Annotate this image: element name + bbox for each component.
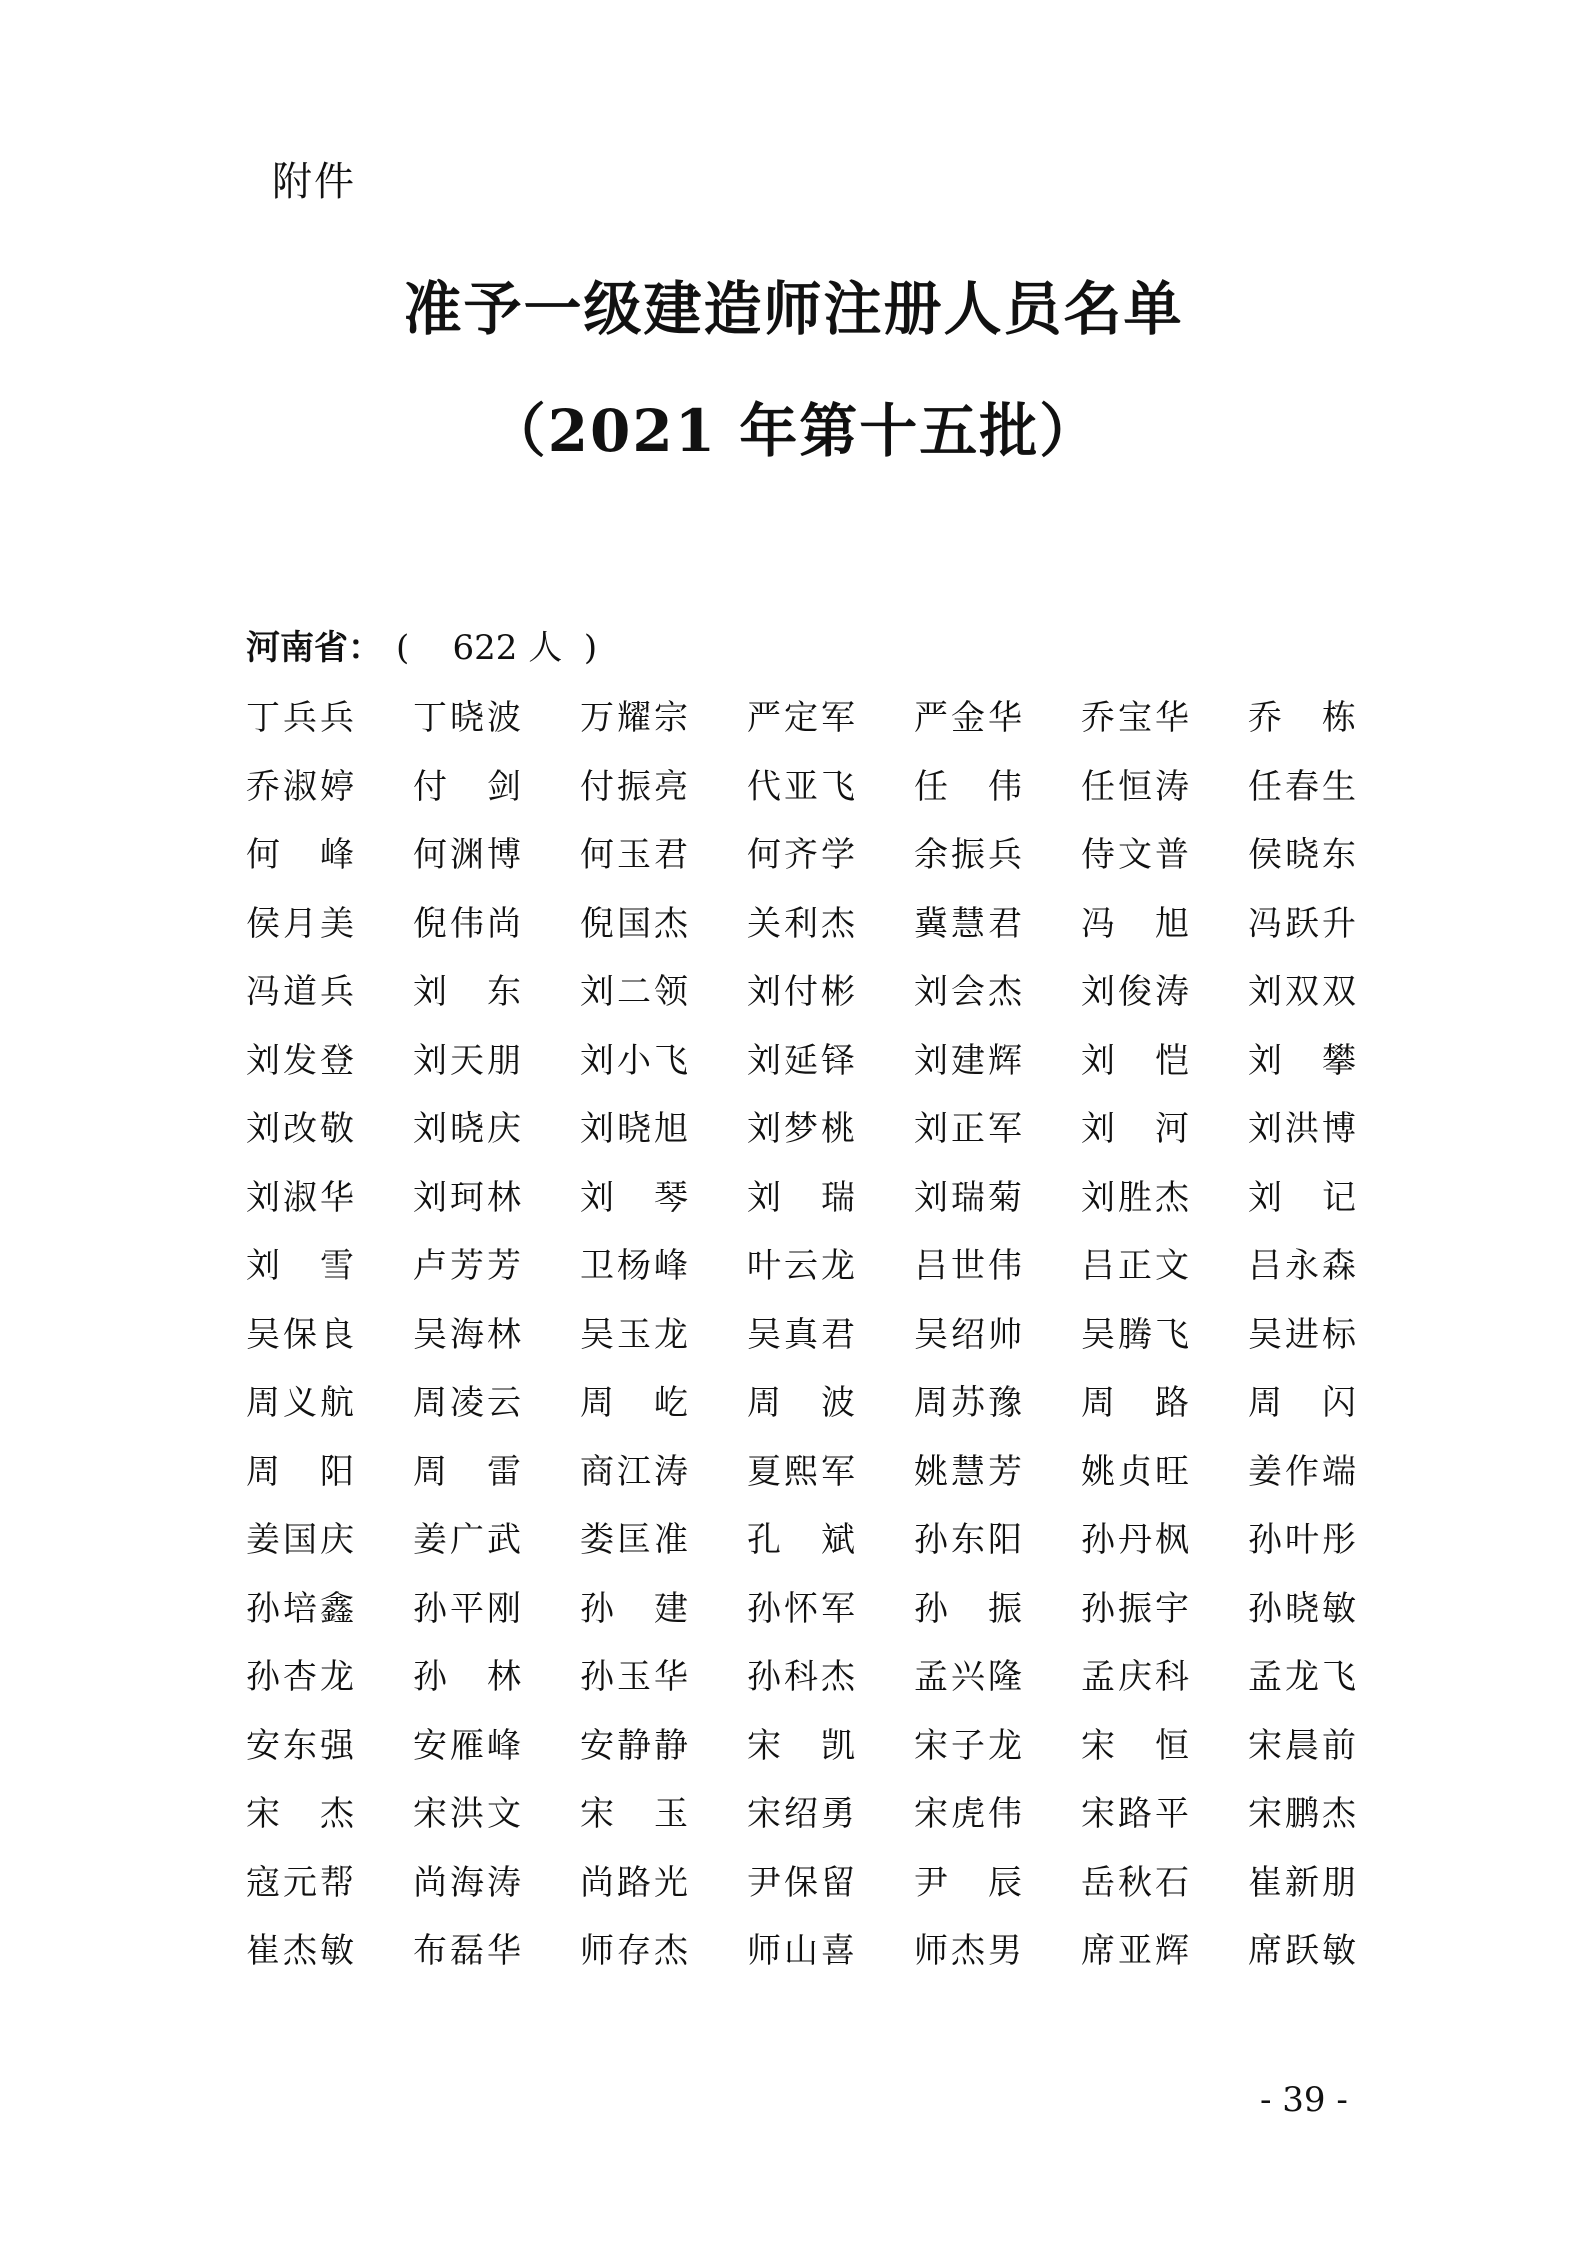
attachment-label: 附件: [272, 159, 356, 205]
person-name: 商 江 涛: [580, 1451, 688, 1492]
person-name: 席 跃 敏: [1248, 1931, 1356, 1971]
person-name: 安 东 强: [246, 1725, 354, 1766]
person-name: 丁 兵 兵: [246, 698, 354, 738]
person-name: 师 山 喜: [747, 1931, 855, 1971]
person-name: 刘 正 军: [914, 1109, 1022, 1149]
person-name: 周 波: [747, 1383, 855, 1423]
person-name: 孟 庆 科: [1081, 1657, 1189, 1697]
person-name: 宋 绍 勇: [747, 1794, 855, 1834]
person-name: 师 存 杰: [580, 1931, 688, 1971]
person-name: 周 凌 云: [413, 1383, 521, 1423]
person-name: 孙 建: [580, 1588, 688, 1629]
person-name: 冯 道 兵: [246, 972, 354, 1012]
person-name: 严 金 华: [914, 698, 1022, 738]
person-name: 刘 双 双: [1248, 972, 1356, 1012]
person-name: 安 雁 峰: [413, 1725, 521, 1766]
person-name: 安 静 静: [580, 1725, 688, 1766]
person-name: 姚 慧 芳: [914, 1451, 1022, 1492]
person-name: 卫 杨 峰: [580, 1246, 688, 1286]
person-name: 何 峰: [246, 835, 354, 875]
person-name: 刘 梦 桃: [747, 1109, 855, 1149]
person-name: 周 义 航: [246, 1383, 354, 1423]
person-name: 乔 栋: [1248, 698, 1356, 738]
person-name: 寇 元 帮: [246, 1862, 354, 1903]
person-name: 周 屹: [580, 1383, 688, 1423]
person-name: 宋 路 平: [1081, 1794, 1189, 1834]
person-name: 吕 永 森: [1248, 1246, 1356, 1286]
person-name: 孙 林: [413, 1657, 521, 1697]
person-name: 刘 攀: [1248, 1040, 1356, 1081]
person-name: 孙 培 鑫: [246, 1588, 354, 1629]
person-name: 侯 晓 东: [1248, 835, 1356, 875]
person-name: 倪 国 杰: [580, 903, 688, 944]
person-name: 孙 怀 军: [747, 1588, 855, 1629]
person-name: 吴 进 标: [1248, 1314, 1356, 1355]
person-name: 吴 保 良: [246, 1314, 354, 1355]
person-name: 刘 恺: [1081, 1040, 1189, 1081]
person-name: 何 齐 学: [747, 835, 855, 875]
person-name: 岳 秋 石: [1081, 1862, 1189, 1903]
person-name: 付 剑: [413, 766, 521, 807]
document-subtitle: （2021 年第十五批）: [487, 397, 1100, 465]
person-name: 宋 子 龙: [914, 1725, 1022, 1766]
person-name: 宋 洪 文: [413, 1794, 521, 1834]
person-name: 何 玉 君: [580, 835, 688, 875]
person-name: 孟 龙 飞: [1248, 1657, 1356, 1697]
person-name: 周 路: [1081, 1383, 1189, 1423]
person-name: 刘 发 登: [246, 1040, 354, 1081]
person-name: 吴 海 林: [413, 1314, 521, 1355]
person-name: 尚 海 涛: [413, 1862, 521, 1903]
person-name: 冯 跃 升: [1248, 903, 1356, 944]
person-name: 刘 小 飞: [580, 1040, 688, 1081]
person-name: 刘 瑞 菊: [914, 1177, 1022, 1218]
page-number: - 39 -: [1260, 2080, 1348, 2120]
person-name: 吴 绍 帅: [914, 1314, 1022, 1355]
person-name: 冀 慧 君: [914, 903, 1022, 944]
person-name: 吕 世 伟: [914, 1246, 1022, 1286]
person-name: 刘 河: [1081, 1109, 1189, 1149]
person-name: 吴 玉 龙: [580, 1314, 688, 1355]
person-name: 姜 广 武: [413, 1520, 521, 1560]
person-name: 宋 晨 前: [1248, 1725, 1356, 1766]
person-name: 周 苏 豫: [914, 1383, 1022, 1423]
name-list: [246, 690, 1366, 1992]
person-name: 崔 杰 敏: [246, 1931, 354, 1971]
person-name: 夏 熙 军: [747, 1451, 855, 1492]
person-name: 倪 伟 尚: [413, 903, 521, 944]
person-name: 尹 保 留: [747, 1862, 855, 1903]
person-name: 宋 恒: [1081, 1725, 1189, 1766]
person-name: 尚 路 光: [580, 1862, 688, 1903]
province-name: 河南省：: [246, 628, 382, 668]
person-name: 乔 宝 华: [1081, 698, 1189, 738]
person-name: 刘 记: [1248, 1177, 1356, 1218]
person-name: 严 定 军: [747, 698, 855, 738]
person-name: 席 亚 辉: [1081, 1931, 1189, 1971]
person-name: 卢 芳 芳: [413, 1246, 521, 1286]
person-name: 吕 正 文: [1081, 1246, 1189, 1286]
person-name: 余 振 兵: [914, 835, 1022, 875]
person-name: 刘 会 杰: [914, 972, 1022, 1012]
person-name: 刘 二 领: [580, 972, 688, 1012]
person-name: 任 恒 涛: [1081, 766, 1189, 807]
person-name: 布 磊 华: [413, 1931, 521, 1971]
person-name: 尹 辰: [914, 1862, 1022, 1903]
person-name: 吴 腾 飞: [1081, 1314, 1189, 1355]
province-heading: [246, 620, 597, 669]
person-name: 刘 建 辉: [914, 1040, 1022, 1081]
person-name: 宋 杰: [246, 1794, 354, 1834]
person-name: 代 亚 飞: [747, 766, 855, 807]
person-name: 孙 杏 龙: [246, 1657, 354, 1697]
person-name: 孙 科 杰: [747, 1657, 855, 1697]
person-name: 叶 云 龙: [747, 1246, 855, 1286]
person-name: 刘 俊 涛: [1081, 972, 1189, 1012]
person-name: 娄 匡 准: [580, 1520, 688, 1560]
person-name: 冯 旭: [1081, 903, 1189, 944]
person-name: 孙 丹 枫: [1081, 1520, 1189, 1560]
person-name: 乔 淑 婷: [246, 766, 354, 807]
person-name: 孟 兴 隆: [914, 1657, 1022, 1697]
person-name: 周 阳: [246, 1451, 354, 1492]
province-count: ( 622 人 ): [396, 628, 598, 668]
person-name: 姜 国 庆: [246, 1520, 354, 1560]
person-name: 孙 玉 华: [580, 1657, 688, 1697]
person-name: 宋 虎 伟: [914, 1794, 1022, 1834]
person-name: 周 闪: [1248, 1383, 1356, 1423]
person-name: 侯 月 美: [246, 903, 354, 944]
person-name: 孙 振: [914, 1588, 1022, 1629]
person-name: 刘 淑 华: [246, 1177, 354, 1218]
person-name: 孙 振 宇: [1081, 1588, 1189, 1629]
person-name: 孙 平 刚: [413, 1588, 521, 1629]
person-name: 宋 鹏 杰: [1248, 1794, 1356, 1834]
person-name: 刘 改 敬: [246, 1109, 354, 1149]
person-name: 刘 晓 旭: [580, 1109, 688, 1149]
person-name: 姜 作 端: [1248, 1451, 1356, 1492]
person-name: 刘 雪: [246, 1246, 354, 1286]
person-name: 宋 凯: [747, 1725, 855, 1766]
person-name: 刘 胜 杰: [1081, 1177, 1189, 1218]
person-name: 付 振 亮: [580, 766, 688, 807]
person-name: 刘 瑞: [747, 1177, 855, 1218]
person-name: 刘 付 彬: [747, 972, 855, 1012]
person-name: 孙 叶 彤: [1248, 1520, 1356, 1560]
person-name: 任 伟: [914, 766, 1022, 807]
person-name: 侍 文 普: [1081, 835, 1189, 875]
person-name: 周 雷: [413, 1451, 521, 1492]
document-title: 准予一级建造师注册人员名单: [403, 275, 1184, 343]
person-name: 吴 真 君: [747, 1314, 855, 1355]
person-name: 刘 珂 林: [413, 1177, 521, 1218]
person-name: 孙 晓 敏: [1248, 1588, 1356, 1629]
person-name: 任 春 生: [1248, 766, 1356, 807]
person-name: 孔 斌: [747, 1520, 855, 1560]
person-name: 刘 晓 庆: [413, 1109, 521, 1149]
person-name: 刘 东: [413, 972, 521, 1012]
person-name: 何 渊 博: [413, 835, 521, 875]
person-name: 刘 延 铎: [747, 1040, 855, 1081]
person-name: 崔 新 朋: [1248, 1862, 1356, 1903]
person-name: 丁 晓 波: [413, 698, 521, 738]
person-name: 刘 洪 博: [1248, 1109, 1356, 1149]
person-name: 师 杰 男: [914, 1931, 1022, 1971]
person-name: 宋 玉: [580, 1794, 688, 1834]
person-name: 刘 琴: [580, 1177, 688, 1218]
person-name: 万 耀 宗: [580, 698, 688, 738]
person-name: 姚 贞 旺: [1081, 1451, 1189, 1492]
person-name: 孙 东 阳: [914, 1520, 1022, 1560]
person-name: 关 利 杰: [747, 903, 855, 944]
person-name: 刘 天 朋: [413, 1040, 521, 1081]
